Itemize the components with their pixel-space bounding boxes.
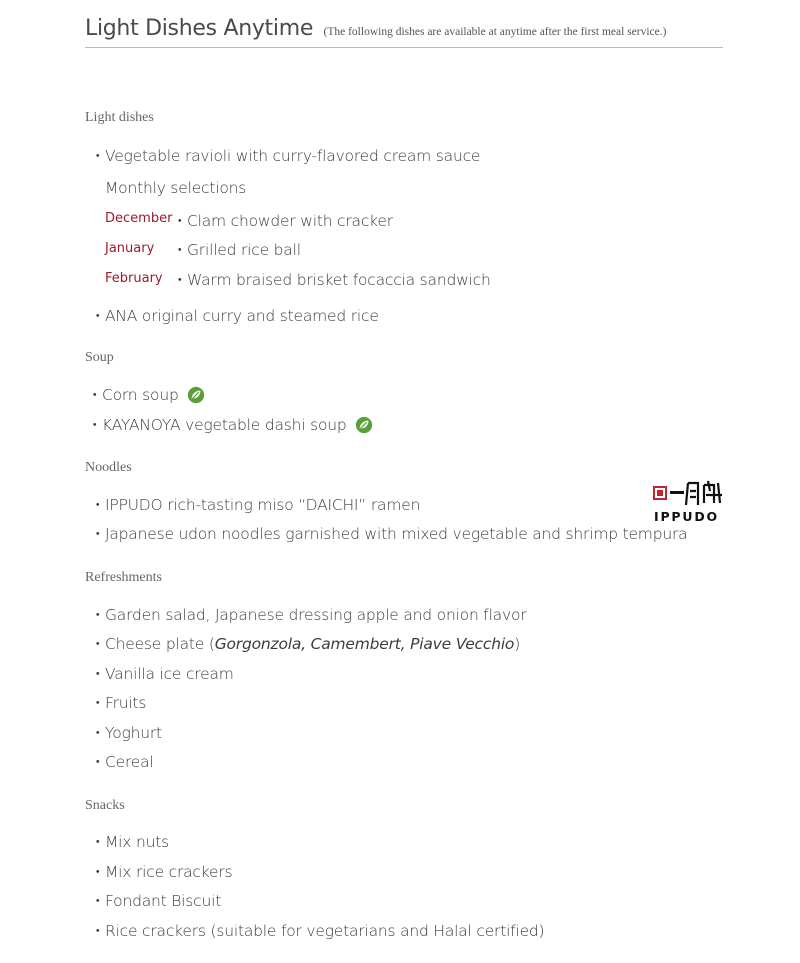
menu-item: ・Rice crackers (suitable for vegetarians and Halal certified) (90, 922, 545, 940)
section-heading-snacks: Snacks (85, 798, 125, 813)
month-label-december: December (105, 211, 173, 226)
menu-item: ・Fruits (90, 694, 147, 712)
menu-item: ・Fondant Biscuit (90, 892, 222, 910)
monthly-selections-heading: Monthly selections (105, 179, 247, 197)
monthly-dish: ・Grilled rice ball (172, 241, 301, 259)
section-heading-soup: Soup (85, 350, 114, 365)
menu-item: ・IPPUDO rich-tasting miso “DAICHI” ramen (90, 496, 421, 514)
leaf-icon (355, 416, 373, 434)
menu-item: ・Mix rice crackers (90, 863, 233, 881)
ippudo-logo-text: IPPUDO (654, 509, 719, 524)
menu-item: ・Vegetable ravioli with curry-flavored cream sauce (90, 147, 481, 165)
section-heading-refreshments: Refreshments (85, 570, 162, 585)
menu-item: ・KAYANOYA vegetable dashi soup (87, 413, 373, 435)
menu-item: ・Cheese plate (Gorgonzola, Camembert, Piave Vecchio) (90, 635, 521, 653)
menu-item: ・Garden salad, Japanese dressing apple and onion flavor (90, 606, 527, 624)
menu-item: ・Vanilla ice cream (90, 665, 234, 683)
monthly-dish: ・Warm braised brisket focaccia sandwich (172, 271, 491, 289)
month-label-january: January (105, 241, 155, 256)
menu-item: ・Mix nuts (90, 833, 169, 851)
section-heading-light-dishes: Light dishes (85, 110, 154, 125)
menu-item: ・Cereal (90, 753, 154, 771)
menu-item: ・Yoghurt (90, 724, 162, 742)
page-subtitle: (The following dishes are available at anytime after the first meal service.) (323, 26, 667, 38)
menu-item: ・Japanese udon noodles garnished with mixed vegetable and shrimp tempura (90, 525, 688, 543)
menu-item: ・ANA original curry and steamed rice (90, 307, 379, 325)
section-heading-noodles: Noodles (85, 460, 132, 475)
month-label-february: February (105, 271, 163, 286)
leaf-icon (187, 386, 205, 404)
page-header (85, 16, 723, 48)
cheese-varieties: Gorgonzola, Camembert, Piave Vecchio (214, 635, 515, 653)
page-title: Light Dishes Anytime (85, 16, 314, 41)
monthly-dish: ・Clam chowder with cracker (172, 212, 393, 230)
menu-item: ・Corn soup (87, 383, 205, 405)
